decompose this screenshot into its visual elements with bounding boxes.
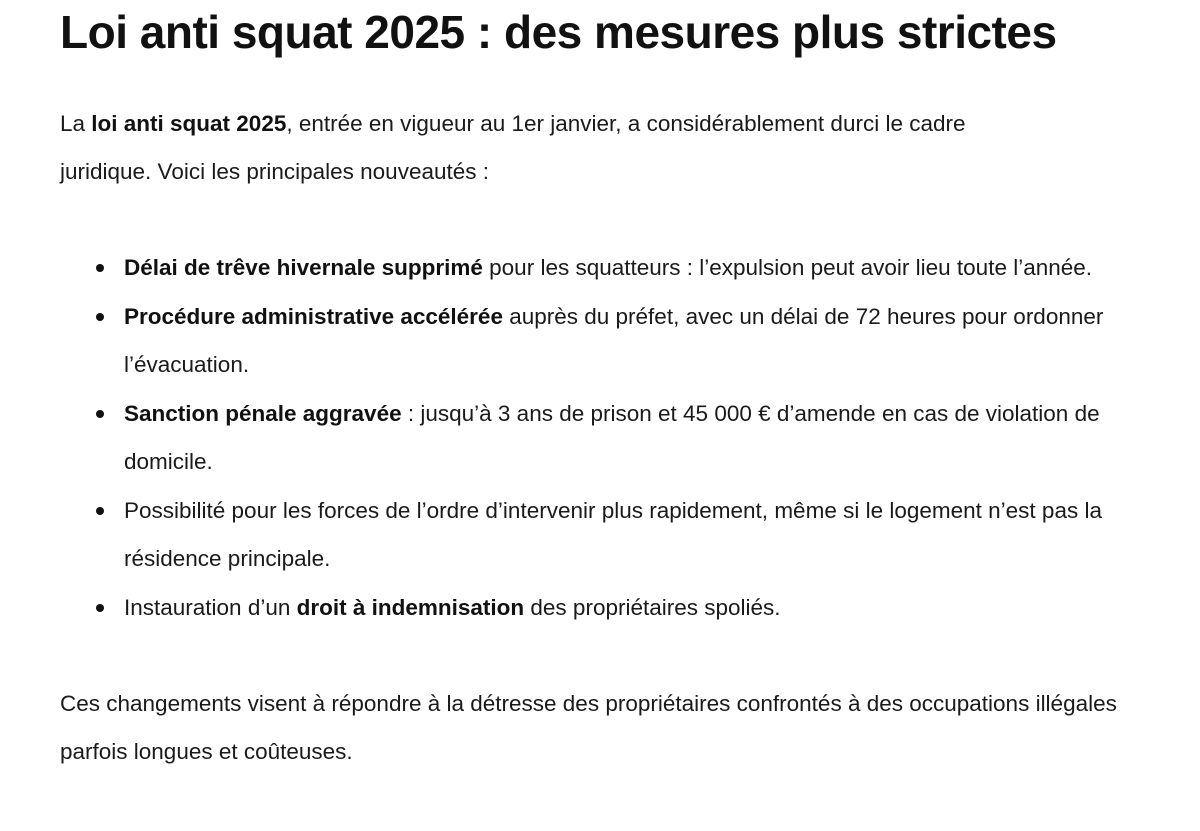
list-item-text-before: Possibilité pour les forces de l’ordre d’intervenir plus rapidement, même si le logement n’est pas la résidence principale. <box>124 497 1102 571</box>
intro-text-after: , entrée en vigueur au 1er janvier, a considérablement durci le cadre juridique. Voici les principales nouveautés : <box>60 111 966 184</box>
list-item <box>124 244 1144 293</box>
intro-text-before: La <box>60 111 92 136</box>
list-item <box>124 390 1144 487</box>
list-item-text-bold: droit à indemnisation <box>296 594 525 620</box>
list-item-text-before: Instauration d’un <box>124 594 297 620</box>
list-item-text-bold: Délai de trêve hivernale supprimé <box>124 255 483 280</box>
article <box>60 0 1160 776</box>
list-item <box>124 584 1144 633</box>
article-title: Loi anti squat 2025 : des mesures plus strictes <box>60 6 1057 58</box>
list-item <box>124 487 1144 584</box>
list-item-text-bold: Sanction pénale aggravée <box>124 400 402 426</box>
list-item-text-bold: Procédure administrative accélérée <box>124 303 503 329</box>
list-item-text-after: : jusqu’à 3 ans de prison et 45 000 € d’amende en cas de violation de domicile. <box>124 400 1100 474</box>
measures-list <box>60 244 1144 632</box>
bullet-icon <box>96 264 104 272</box>
list-item-text-after: des propriétaires spoliés. <box>524 594 781 620</box>
list-item-text-after: pour les squatteurs : l’expulsion peut avoir lieu toute l’année. <box>482 255 1093 280</box>
list-item-text-after: auprès du préfet, avec un délai de 72 heures pour ordonner l’évacuation. <box>124 303 1104 377</box>
bullet-icon <box>96 507 104 515</box>
conclusion-paragraph: Ces changements visent à répondre à la détresse des propriétaires confrontés à des occupations illégales parfois longues et coûteuses. <box>60 691 1117 764</box>
intro-text-bold: loi anti squat 2025 <box>91 111 287 136</box>
bullet-icon <box>96 604 104 612</box>
bullet-icon <box>96 410 104 418</box>
bullet-icon <box>96 313 104 321</box>
list-item <box>124 293 1144 390</box>
intro-paragraph <box>60 100 1060 196</box>
